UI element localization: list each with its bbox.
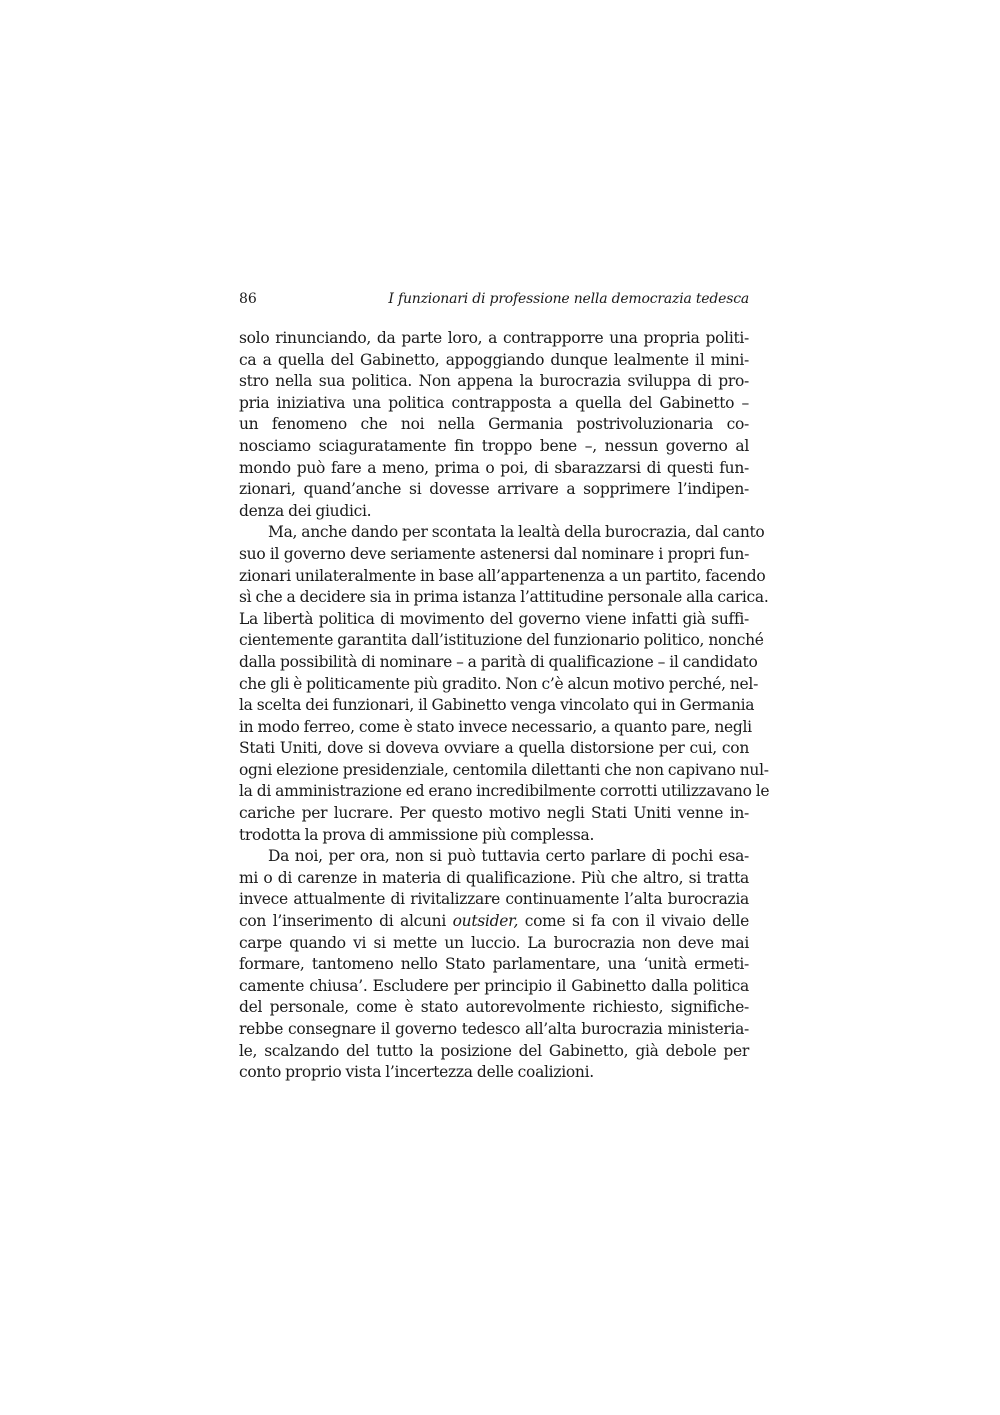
text-line: cientemente garantita dall’istituzione del funzionario politico, nonché bbox=[239, 631, 764, 650]
paragraph bbox=[239, 522, 770, 846]
text-line: trodotta la prova di ammissione più complessa. bbox=[239, 825, 595, 844]
text-line: suo il governo deve seriamente astenersi dal nominare i propri fun- bbox=[239, 544, 749, 563]
text-line: ca a quella del Gabinetto, appoggiando dunque lealmente il mini- bbox=[239, 350, 749, 369]
text-line: conto proprio vista l’incertezza delle coalizioni. bbox=[239, 1063, 594, 1082]
text-line: cariche per lucrare. Per questo motivo negli Stati Uniti venne in- bbox=[239, 804, 749, 823]
body-text bbox=[239, 328, 770, 1084]
text-line: pria iniziativa una politica contrapposta a quella del Gabinetto – bbox=[239, 393, 749, 412]
running-title: I funzionari di professione nella democrazia tedesca bbox=[388, 291, 749, 307]
text-line: formare, tantomeno nello Stato parlamentare, una ‘unità ermeti- bbox=[239, 955, 749, 974]
text-line: ogni elezione presidenziale, centomila dilettanti che non capivano nul- bbox=[239, 760, 769, 779]
text-line: Da noi, per ora, non si può tuttavia certo parlare di pochi esa- bbox=[268, 847, 749, 866]
text-line: le, scalzando del tutto la posizione del Gabinetto, già debole per bbox=[239, 1041, 749, 1060]
text-line: rebbe consegnare il governo tedesco all’alta burocrazia ministeria- bbox=[239, 1020, 749, 1038]
text-line: con l’inserimento di alcuni outsider, come si fa con il vivaio delle bbox=[239, 912, 749, 931]
text-line: solo rinunciando, da parte loro, a contrapporre una propria politi- bbox=[239, 329, 749, 347]
paragraph bbox=[239, 328, 749, 522]
page-number: 86 bbox=[239, 291, 257, 307]
text-line: stro nella sua politica. Non appena la burocrazia sviluppa di pro- bbox=[239, 372, 749, 391]
text-line: un fenomeno che noi nella Germania postrivoluzionaria co- bbox=[239, 415, 749, 434]
text-line: dalla possibilità di nominare – a parità di qualificazione – il candidato bbox=[239, 652, 758, 671]
text-line: che gli è politicamente più gradito. Non c’è alcun motivo perché, nel- bbox=[239, 674, 759, 693]
text-line: denza dei giudici. bbox=[239, 501, 372, 520]
text-line: La libertà politica di movimento del governo viene infatti già suffi- bbox=[239, 609, 749, 628]
text-line: in modo ferreo, come è stato invece necessario, a quanto pare, negli bbox=[239, 717, 752, 736]
text-line: zionari, quand’anche si dovesse arrivare a sopprimere l’indipen- bbox=[239, 480, 749, 499]
text-line: zionari unilateralmente in base all’appartenenza a un partito, facendo bbox=[239, 566, 766, 585]
text-line: invece attualmente di rivitalizzare continuamente l’alta burocrazia bbox=[239, 890, 749, 909]
text-line: del personale, come è stato autorevolmente richiesto, significhe- bbox=[239, 998, 749, 1017]
page-header bbox=[239, 289, 749, 309]
text-line: Ma, anche dando per scontata la lealtà della burocrazia, dal canto bbox=[268, 523, 765, 542]
text-line: carpe quando vi si mette un luccio. La burocrazia non deve mai bbox=[239, 933, 749, 952]
text-line: nosciamo sciaguratamente fin troppo bene –, nessun governo al bbox=[239, 436, 749, 455]
paragraph bbox=[239, 846, 749, 1084]
text-line: la scelta dei funzionari, il Gabinetto venga vincolato qui in Germania bbox=[239, 696, 755, 715]
text-line: sì che a decidere sia in prima istanza l’attitudine personale alla carica. bbox=[239, 588, 769, 607]
text-line: mondo può fare a meno, prima o poi, di sbarazzarsi di questi fun- bbox=[239, 458, 749, 477]
text-line: camente chiusa’. Escludere per principio il Gabinetto dalla politica bbox=[239, 976, 749, 995]
text-line: mi o di carenze in materia di qualificazione. Più che altro, si tratta bbox=[239, 868, 749, 887]
text-line: la di amministrazione ed erano incredibilmente corrotti utilizzavano le bbox=[239, 782, 770, 801]
text-line: Stati Uniti, dove si doveva ovviare a quella distorsione per cui, con bbox=[239, 739, 749, 758]
